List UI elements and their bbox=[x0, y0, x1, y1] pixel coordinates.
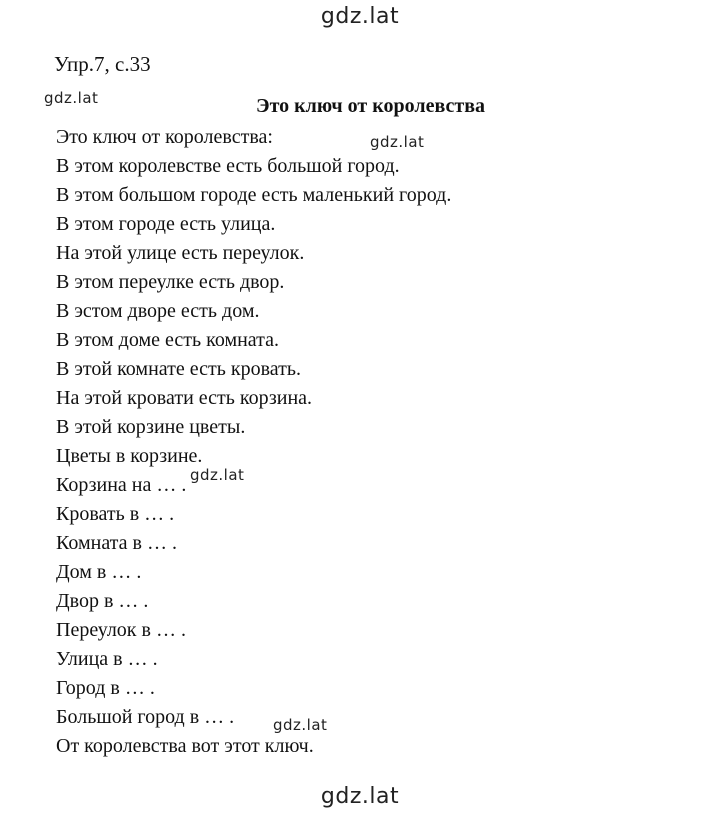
poem-line: Корзина на … . bbox=[56, 474, 187, 496]
poem-line: Кровать в … . bbox=[56, 503, 175, 525]
poem-line: Город в … . bbox=[56, 677, 155, 699]
poem-line: Комната в … . bbox=[56, 532, 177, 554]
poem-line: Цветы в корзине. bbox=[56, 445, 203, 467]
poem-line: Большой город в … . bbox=[56, 706, 235, 728]
watermark-top: gdz.lat bbox=[320, 4, 400, 29]
poem-line: Дом в … . bbox=[56, 561, 142, 583]
poem-line: В этой комнате есть кровать. bbox=[56, 358, 301, 380]
poem-line: В этом большом городе есть маленький город. bbox=[56, 184, 452, 206]
exercise-label: Упр.7, с.33 bbox=[54, 52, 151, 76]
poem-line: Переулок в … . bbox=[56, 619, 186, 641]
watermark-left: gdz.lat bbox=[44, 89, 99, 107]
poem-line: В этой корзине цветы. bbox=[56, 416, 246, 438]
poem-line: В эстом дворе есть дом. bbox=[56, 300, 260, 322]
poem-line: На этой улице есть переулок. bbox=[56, 242, 305, 264]
poem-line: Это ключ от королевства: bbox=[56, 126, 273, 148]
poem-line: Двор в … . bbox=[56, 590, 149, 612]
watermark-bottom: gdz.lat bbox=[320, 784, 400, 809]
watermark-middle: gdz.lat bbox=[273, 716, 328, 734]
poem-line: На этой кровати есть корзина. bbox=[56, 387, 313, 409]
poem-body bbox=[56, 123, 451, 761]
poem-line: В этом переулке есть двор. bbox=[56, 271, 285, 293]
poem-line: В этом доме есть комната. bbox=[56, 329, 280, 351]
poem-line: В этом городе есть улица. bbox=[56, 213, 276, 235]
poem-title: Это ключ от королевства bbox=[256, 95, 485, 117]
poem-line: Улица в … . bbox=[56, 648, 158, 670]
poem-line: От королевства вот этот ключ. bbox=[56, 735, 314, 757]
watermark-middle: gdz.lat bbox=[190, 466, 245, 484]
poem-line: В этом королевстве есть большой город. bbox=[56, 155, 400, 177]
watermark-middle: gdz.lat bbox=[370, 133, 425, 151]
